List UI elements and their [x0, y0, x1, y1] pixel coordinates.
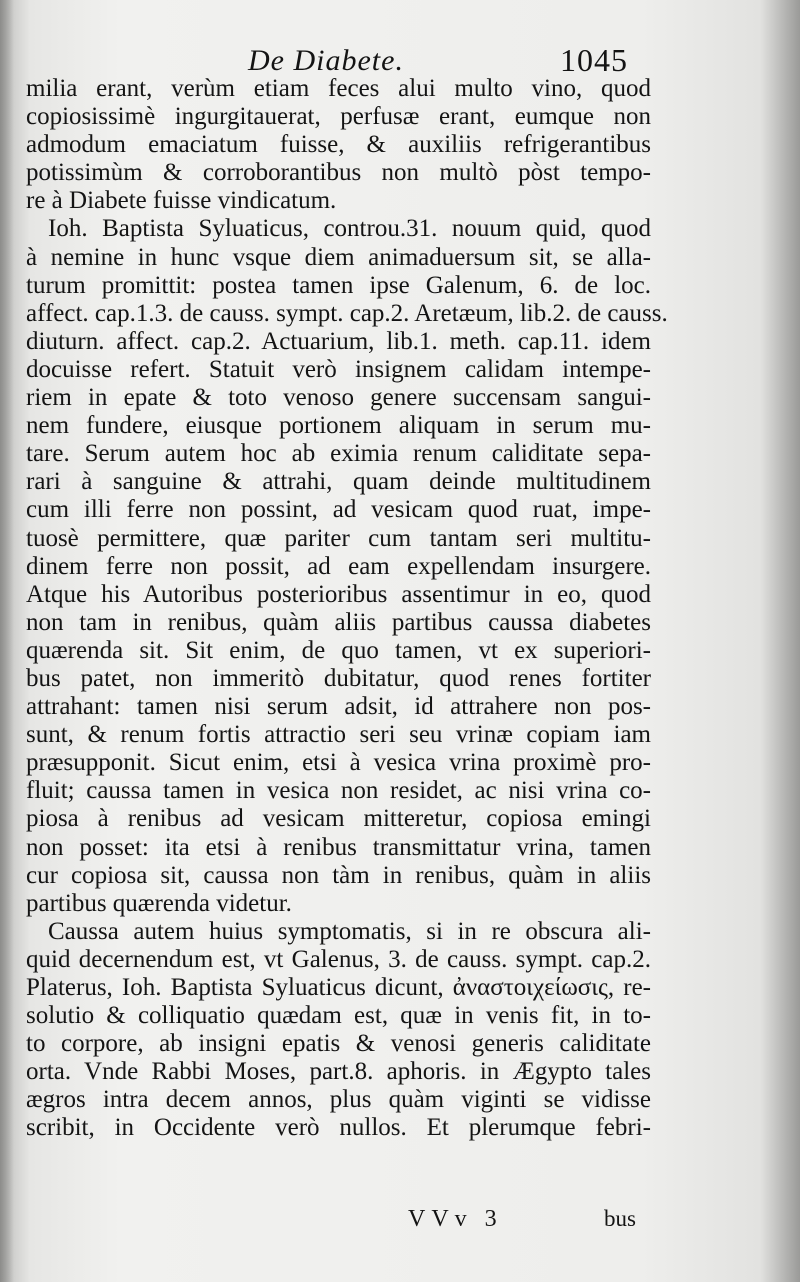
text-line: quærenda sit. Sit enim, de quo tamen, vt ex superiori-	[26, 636, 651, 664]
body-text	[26, 75, 668, 1143]
text-line: tuosè permittere, quæ pariter cum tantam seri multitu-	[26, 524, 651, 552]
text-line: cum illi ferre non possint, ad vesicam quod ruat, impe-	[26, 496, 651, 524]
text-line: à nemine in hunc vsque diem animaduersum sit, se alla-	[26, 243, 651, 271]
text-line: cur copiosa sit, caussa non tàm in renibus, quàm in aliis	[26, 861, 651, 889]
text-line: dinem ferre non possit, ad eam expellendam insurgere.	[26, 552, 651, 580]
text-line: milia erant, verùm etiam feces alui multo vino, quod	[26, 75, 651, 102]
text-line: docuisse refert. Statuit verò insignem calidam intempe-	[26, 355, 651, 383]
text-line: bus patet, non immeritò dubitatur, quod renes fortiter	[26, 664, 651, 692]
text-line: diuturn. affect. cap.2. Actuarium, lib.1. meth. cap.11. idem	[26, 327, 651, 355]
text-line: copiosissimè ingurgitauerat, perfusæ erant, eumque non	[26, 103, 651, 131]
text-line: turum promittit: postea tamen ipse Galenum, 6. de loc.	[26, 271, 651, 299]
text-line: tare. Serum autem hoc ab eximia renum caliditate sepa-	[26, 440, 651, 468]
text-line: admodum emaciatum fuisse, & auxiliis refrigerantibus	[26, 131, 651, 159]
text-line: affect. cap.1.3. de causs. sympt. cap.2. Aretæum, lib.2. de causs.	[26, 299, 668, 327]
text-line: ægros intra decem annos, plus quàm viginti se vidisse	[26, 1086, 651, 1114]
page-number: 1045	[560, 42, 628, 78]
paragraph-start: Ioh. Baptista Syluaticus, controu.31. nouum quid, quod	[48, 215, 651, 243]
text-line: re à Diabete fuisse vindicatum.	[26, 187, 337, 215]
text-line: piosa à renibus ad vesicam mitteretur, copiosa emingi	[26, 805, 651, 833]
text-line: sunt, & renum fortis attractio seri seu vrinæ copiam iam	[26, 721, 651, 749]
text-line: scribit, in Occidente verò nullos. Et plerumque febri-	[26, 1114, 651, 1142]
text-line: orta. Vnde Rabbi Moses, part.8. aphoris. in Ægypto tales	[26, 1058, 651, 1086]
text-line: to corpore, ab insigni epatis & venosi generis caliditate	[26, 1030, 651, 1058]
text-line: rari à sanguine & attrahi, quam deinde multitudinem	[26, 468, 651, 496]
text-line: riem in epate & toto venoso genere succensam sangui-	[26, 384, 651, 412]
signature-mark: VVv 3	[408, 1206, 503, 1232]
text-line: partibus quærenda videtur.	[26, 889, 292, 917]
text-line: nem fundere, eiusque portionem aliquam in serum mu-	[26, 412, 651, 440]
text-line: Platerus, Ioh. Baptista Syluaticus dicunt, ἀναστοιχείωσις, re-	[26, 974, 651, 1001]
text-line: quid decernendum est, vt Galenus, 3. de causs. sympt. cap.2.	[26, 945, 651, 973]
text-line: non posset: ita etsi à renibus transmittatur vrina, tamen	[26, 833, 651, 861]
running-head-title: De Diabete.	[248, 44, 404, 77]
text-line: præsupponit. Sicut enim, etsi à vesica vrina proximè pro-	[26, 749, 651, 777]
text-line: attrahant: tamen nisi serum adsit, id attrahere non pos-	[26, 693, 651, 721]
text-line: fluit; caussa tamen in vesica non residet, ac nisi vrina co-	[26, 777, 651, 805]
text-line: Atque his Autoribus posterioribus assentimur in eo, quod	[26, 580, 651, 608]
catchword: bus	[604, 1206, 636, 1231]
text-line: solutio & colliquatio quædam est, quæ in venis fit, in to-	[26, 1002, 651, 1030]
text-line: non tam in renibus, quàm aliis partibus caussa diabetes	[26, 608, 651, 636]
paragraph-start: Caussa autem huius symptomatis, si in re obscura ali-	[48, 917, 651, 945]
page-gutter-shadow	[0, 0, 14, 1282]
text-line: potissimùm & corroborantibus non multò pòst tempo-	[26, 159, 651, 187]
